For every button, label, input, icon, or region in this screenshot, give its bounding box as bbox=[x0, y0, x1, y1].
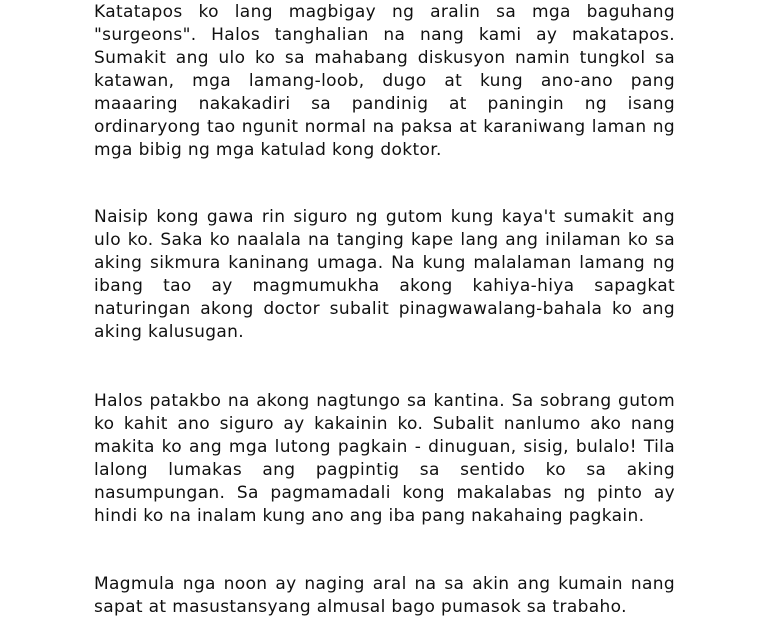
paragraph-2: Naisip kong gawa rin siguro ng gutom kung kaya't sumakit ang ulo ko. Saka ko naalala na tanging kape lang ang inilaman ko sa aking sikmura kaninang umaga. Na kung malalaman lamang ng ibang tao ay magmumukha akong kahiya-hiya sapagkat naturingan akong doctor subalit pinagwawalang-bahala ko ang aking kalusugan. bbox=[94, 207, 675, 342]
paragraph-4: Magmula nga noon ay naging aral na sa akin ang kumain nang sapat at masustansyang almusal bago pumasok sa trabaho. bbox=[94, 574, 675, 617]
paragraph-1: Katatapos ko lang magbigay ng aralin sa mga baguhang "surgeons". Halos tanghalian na nang kami ay makatapos. Sumakit ang ulo ko sa mahabang diskusyon namin tungkol sa katawan, mga lamang-loob, dugo at kung ano-ano pang maaaring nakakadiri sa pandinig at paningin ng isang ordinaryong tao ngunit normal na paksa at karaniwang laman ng mga bibig ng mga katulad kong doktor. bbox=[94, 2, 675, 160]
paragraph-3: Halos patakbo na akong nagtungo sa kantina. Sa sobrang gutom ko kahit ano siguro ay kakainin ko. Subalit nanlumo ako nang makita ko ang mga lutong pagkain - dinuguan, sisig, bulalo! Tila lalong lumakas ang pagpintig sa sentido ko sa aking nasumpungan. Sa pagmamadali kong makalabas ng pinto ay hindi ko na inalam kung ano ang iba pang nakahaing pagkain. bbox=[94, 391, 675, 526]
